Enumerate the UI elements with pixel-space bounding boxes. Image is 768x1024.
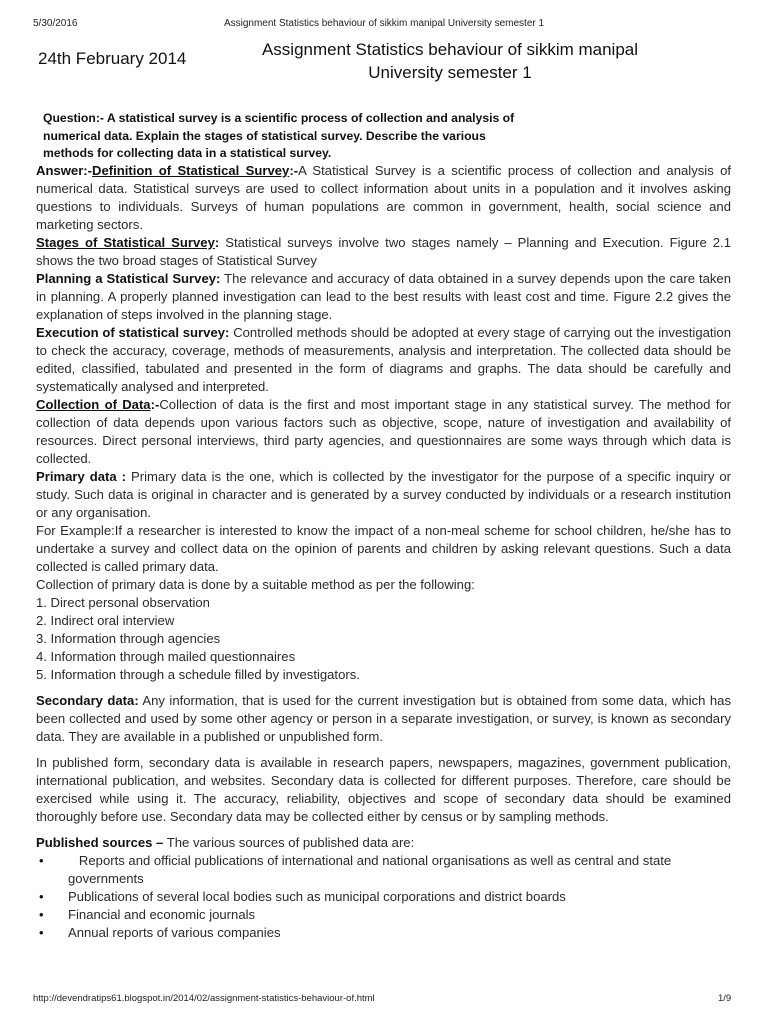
post-title [225,38,675,84]
stages-paragraph [36,234,731,270]
list-item: • Financial and economic journals [68,906,731,924]
list-item: • Publications of several local bodies such as municipal corporations and district boards [68,888,731,906]
page-url: http://devendratips61.blogspot.in/2014/02/assignment-statistics-behaviour-of.html [33,993,375,1004]
list-item: 2. Indirect oral interview [36,613,175,628]
primary-heading: Primary data : [36,469,127,484]
secondary-heading: Secondary data: [36,693,139,708]
list-item: 5. Information through a schedule filled by investigators. [36,667,360,682]
definition-paragraph [36,162,731,234]
primary-text: Primary data is the one, which is collected by the investigator for the purpose of a specific inquiry or study. Such data is original in character and is generated by a survey conducted by individuals or a research institution or any organisation. [36,469,731,520]
secondary-paragraph [36,692,731,746]
collection-text: Collection of data is the first and most important stage in any statistical survey. The method for collection of data depends upon various factors such as objective, scope, nature of investigation and availability of resources. Direct personal interviews, third party agencies, and questionnaires are some ways through which data is collected. [36,397,731,466]
stages-text: Statistical surveys involve two stages namely – Planning and Execution. Figure 2.1 shows the two broad stages of Statistical Survey [36,235,731,268]
collection-heading: Collection of Data [36,397,151,412]
question-line: Question:- A statistical survey is a scientific process of collection and analysis of [43,111,515,125]
sources-list [36,852,731,942]
definition-text: A Statistical Survey is a scientific process of collection and analysis of numerical data. Statistical surveys are used to collect information about units in a population and it involves asking questions to individuals. Surveys of human populations are common in government, health, social science and marketing sectors. [36,163,732,232]
methods-intro: Collection of primary data is done by a suitable method as per the following: [36,577,475,592]
sources-text: The various sources of published data are: [163,835,415,850]
execution-paragraph [36,324,731,396]
list-item: • Annual reports of various companies [68,924,731,942]
list-item: 4. Information through mailed questionnaires [36,649,296,664]
stages-heading: Stages of Statistical Survey [36,235,215,250]
example-paragraph: For Example:If a researcher is interested to know the impact of a non-meal scheme for school children, he/she has to undertake a survey and collect data on the opinion of parents and children by asking relevant questions. Such a data collected is called primary data. [36,523,731,574]
definition-heading: Definition of Statistical Survey [92,163,290,178]
published-paragraph: In published form, secondary data is available in research papers, newspapers, magazines, government publication, international publication, and websites. Secondary data is collected for different purposes. Therefore, care should be exercised while using it. The accuracy, reliability, objectives and scope of secondary data should be examined thoroughly before use. Secondary data may be collected either by census or by sampling methods. [36,755,731,824]
stages-suffix: : [214,235,220,250]
methods-list [36,594,731,684]
post-date: 24th February 2014 [38,49,187,68]
list-item: 1. Direct personal observation [36,595,210,610]
planning-paragraph [36,270,731,324]
collection-paragraph [36,396,731,468]
question-line: methods for collecting data in a statistical survey. [43,146,332,160]
answer-label: Answer:- [36,163,93,178]
print-page-title: Assignment Statistics behaviour of sikkim manipal University semester 1 [223,18,545,29]
question-block [43,110,603,163]
answer-body [36,162,731,942]
secondary-text: Any information, that is used for the current investigation but is obtained from some data, which has been collected and used by some other agency or person in a separate investigation, or survey, is known as secondary data. They are available in a published or unpublished form. [36,693,732,744]
post-title-line2: University semester 1 [368,63,532,82]
planning-text: The relevance and accuracy of data obtained in a survey depends upon the care taken in planning. A properly planned investigation can lead to the best results with least cost and time. Figure 2.2 gives the explanation of steps involved in the planning stage. [36,271,731,322]
planning-heading: Planning a Statistical Survey: [36,271,221,286]
list-item: 3. Information through agencies [36,631,221,646]
print-date: 5/30/2016 [33,18,78,29]
collection-suffix: :- [150,397,160,412]
sources-heading: Published sources – [36,835,164,850]
post-title-line1: Assignment Statistics behaviour of sikkim manipal [261,40,639,59]
question-line: numerical data. Explain the stages of statistical survey. Describe the various [43,128,486,143]
list-item: • Reports and official publications of international and national organisations as well as central and state governments [68,852,731,888]
primary-paragraph [36,468,731,522]
page-number: 1/9 [718,993,732,1004]
definition-suffix: :- [289,163,299,178]
execution-heading: Execution of statistical survey: [36,325,230,340]
execution-text: Controlled methods should be adopted at every stage of carrying out the investigation to check the accuracy, coverage, methods of measurements, analysis and interpretation. The collected data should be edited, classified, tabulated and presented in the form of diagrams and graphs. The data should be carefully and systematically analysed and interpreted. [36,325,731,394]
sources-paragraph [36,834,731,852]
